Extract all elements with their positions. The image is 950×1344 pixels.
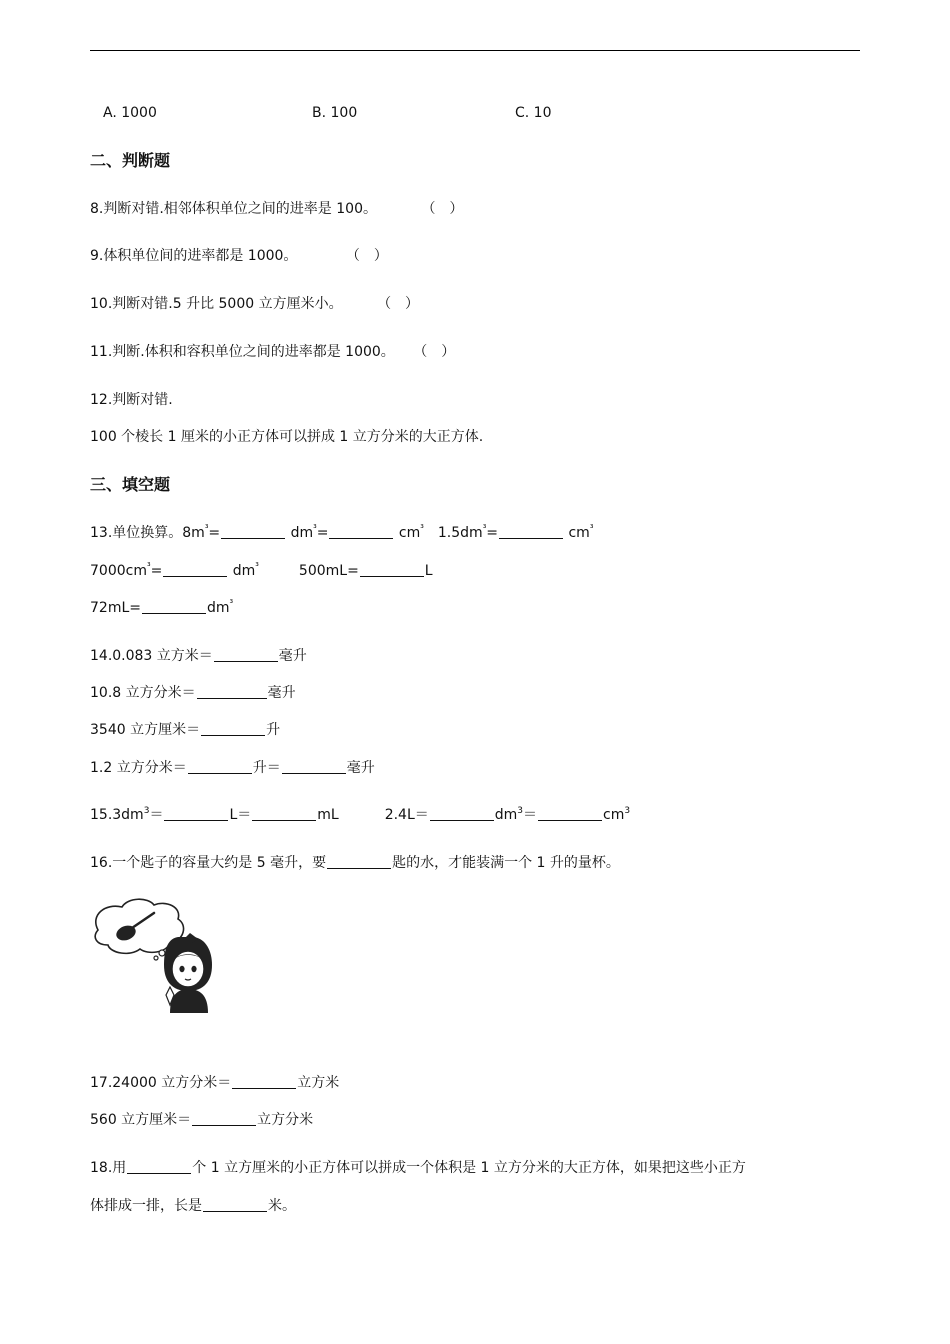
q16-text: 16.一个匙子的容量大约是 5 毫升，要 <box>90 855 327 871</box>
fill-blank[interactable] <box>232 1074 296 1089</box>
question-8-text: 8.判断对错.相邻体积单位之间的进率是 100。 <box>90 201 377 217</box>
question-13-line-3 <box>90 598 233 618</box>
q18-text: 个 1 立方厘米的小正方体可以拼成一个体积是 1 立方分米的大正方体，如果把这些小正方 <box>192 1160 746 1176</box>
question-13-line-2 <box>90 561 433 581</box>
fill-blank[interactable] <box>192 1111 256 1126</box>
q15-text: 15.3dm <box>90 807 144 823</box>
fill-blank[interactable] <box>252 806 316 821</box>
q18-text: 体排成一排，长是 <box>90 1198 202 1214</box>
q13-part-2: 1.5dm <box>437 525 483 541</box>
question-18-line-1 <box>90 1158 746 1178</box>
question-17-line-2 <box>90 1110 313 1130</box>
fill-blank[interactable] <box>164 806 228 821</box>
unit: cm <box>564 525 590 541</box>
superscript: ³ <box>204 524 209 534</box>
fill-blank[interactable] <box>538 806 602 821</box>
unit: cm <box>394 525 421 541</box>
superscript: ³ <box>482 524 487 534</box>
fill-blank[interactable] <box>360 562 424 577</box>
question-17-line-1 <box>90 1073 339 1093</box>
question-8 <box>90 199 463 219</box>
unit: L＝ <box>229 807 252 823</box>
question-15 <box>90 805 630 825</box>
fill-blank[interactable] <box>214 647 278 662</box>
fill-blank[interactable] <box>327 854 391 869</box>
fill-blank[interactable] <box>163 562 227 577</box>
superscript: ³ <box>255 562 259 572</box>
unit: dm <box>228 563 256 579</box>
superscript: ³ <box>229 599 234 609</box>
girl-with-spoon-illustration <box>90 895 225 1015</box>
answer-paren[interactable]: （ ） <box>345 248 388 264</box>
q13-prefix: 13.单位换算。8m <box>90 525 205 541</box>
option-a: A. 1000 <box>103 105 157 121</box>
unit: cm <box>603 807 625 823</box>
equals: = <box>486 525 499 541</box>
fill-blank[interactable] <box>197 684 267 699</box>
unit: dm <box>206 600 230 616</box>
q18-text: 18.用 <box>90 1160 127 1176</box>
fill-blank[interactable] <box>203 1197 267 1212</box>
fill-blank[interactable] <box>201 721 265 736</box>
unit: dm <box>494 807 518 823</box>
q17-text: 560 立方厘米＝ <box>90 1112 192 1128</box>
option-b: B. 100 <box>312 105 358 121</box>
q17-text: 17.24000 立方分米＝ <box>90 1075 232 1091</box>
q14-text: 14.0.083 立方米＝ <box>90 648 213 664</box>
q13-part-4: 7000cm <box>90 563 147 579</box>
question-12-statement: 100 个棱长 1 厘米的小正方体可以拼成 1 立方分米的大正方体. <box>90 429 484 445</box>
equals: = <box>150 563 163 579</box>
question-9-text: 9.体积单位间的进率都是 1000。 <box>90 248 298 264</box>
question-14-line-3 <box>90 720 280 740</box>
section-fill-title: 三、填空题 <box>90 475 171 494</box>
equals: ＝ <box>523 807 538 823</box>
q14-text: 3540 立方厘米＝ <box>90 722 201 738</box>
superscript: 3 <box>517 806 524 816</box>
equals: = <box>316 525 329 541</box>
question-10 <box>90 294 419 314</box>
fill-blank[interactable] <box>142 599 206 614</box>
unit: mL <box>317 807 339 823</box>
q15-text: 2.4L＝ <box>384 807 429 823</box>
answer-paren[interactable]: （ ） <box>413 344 456 360</box>
q13-part-6: 72mL= <box>90 600 141 616</box>
question-14-line-2 <box>90 683 296 703</box>
question-18-line-2 <box>90 1196 296 1216</box>
question-14-line-4 <box>90 758 375 778</box>
unit: 毫升 <box>346 760 375 776</box>
section-judge-title: 二、判断题 <box>90 151 171 170</box>
question-9 <box>90 246 388 266</box>
unit: 立方分米 <box>257 1112 314 1128</box>
question-16 <box>90 853 620 873</box>
equals: = <box>208 525 221 541</box>
unit: 毫升 <box>278 648 307 664</box>
question-12-title: 12.判断对错. <box>90 392 173 408</box>
superscript: 3 <box>143 806 150 816</box>
header-rule <box>90 50 860 51</box>
equals: ＝ <box>149 807 164 823</box>
unit: 毫升 <box>267 685 296 701</box>
unit: 米。 <box>268 1198 296 1214</box>
fill-blank[interactable] <box>329 524 393 539</box>
superscript: ³ <box>589 524 594 534</box>
unit: dm <box>286 525 314 541</box>
fill-blank[interactable] <box>499 524 563 539</box>
question-14-line-1 <box>90 646 307 666</box>
q14-text: 1.2 立方分米＝ <box>90 760 187 776</box>
fill-blank[interactable] <box>282 759 346 774</box>
question-13 <box>90 523 593 543</box>
superscript: ³ <box>146 562 151 572</box>
question-11 <box>90 342 455 362</box>
option-c: C. 10 <box>515 105 552 121</box>
fill-blank[interactable] <box>430 806 494 821</box>
unit: L <box>424 563 433 579</box>
superscript: ³ <box>313 524 317 534</box>
unit: 立方米 <box>297 1075 340 1091</box>
unit: 升 <box>266 722 281 738</box>
superscript: ³ <box>420 524 424 534</box>
question-10-text: 10.判断对错.5 升比 5000 立方厘米小。 <box>90 296 343 312</box>
fill-blank[interactable] <box>188 759 252 774</box>
superscript: 3 <box>624 806 631 816</box>
q16-text: 匙的水，才能装满一个 1 升的量杯。 <box>392 855 620 871</box>
answer-paren[interactable]: （ ） <box>421 201 464 217</box>
fill-blank[interactable] <box>221 524 285 539</box>
answer-paren[interactable]: （ ） <box>377 296 420 312</box>
q13-part-5: 500mL= <box>298 563 359 579</box>
fill-blank[interactable] <box>127 1159 191 1174</box>
unit: 升＝ <box>252 760 281 776</box>
question-11-text: 11.判断.体积和容积单位之间的进率都是 1000。 <box>90 344 395 360</box>
q14-text: 10.8 立方分米＝ <box>90 685 196 701</box>
